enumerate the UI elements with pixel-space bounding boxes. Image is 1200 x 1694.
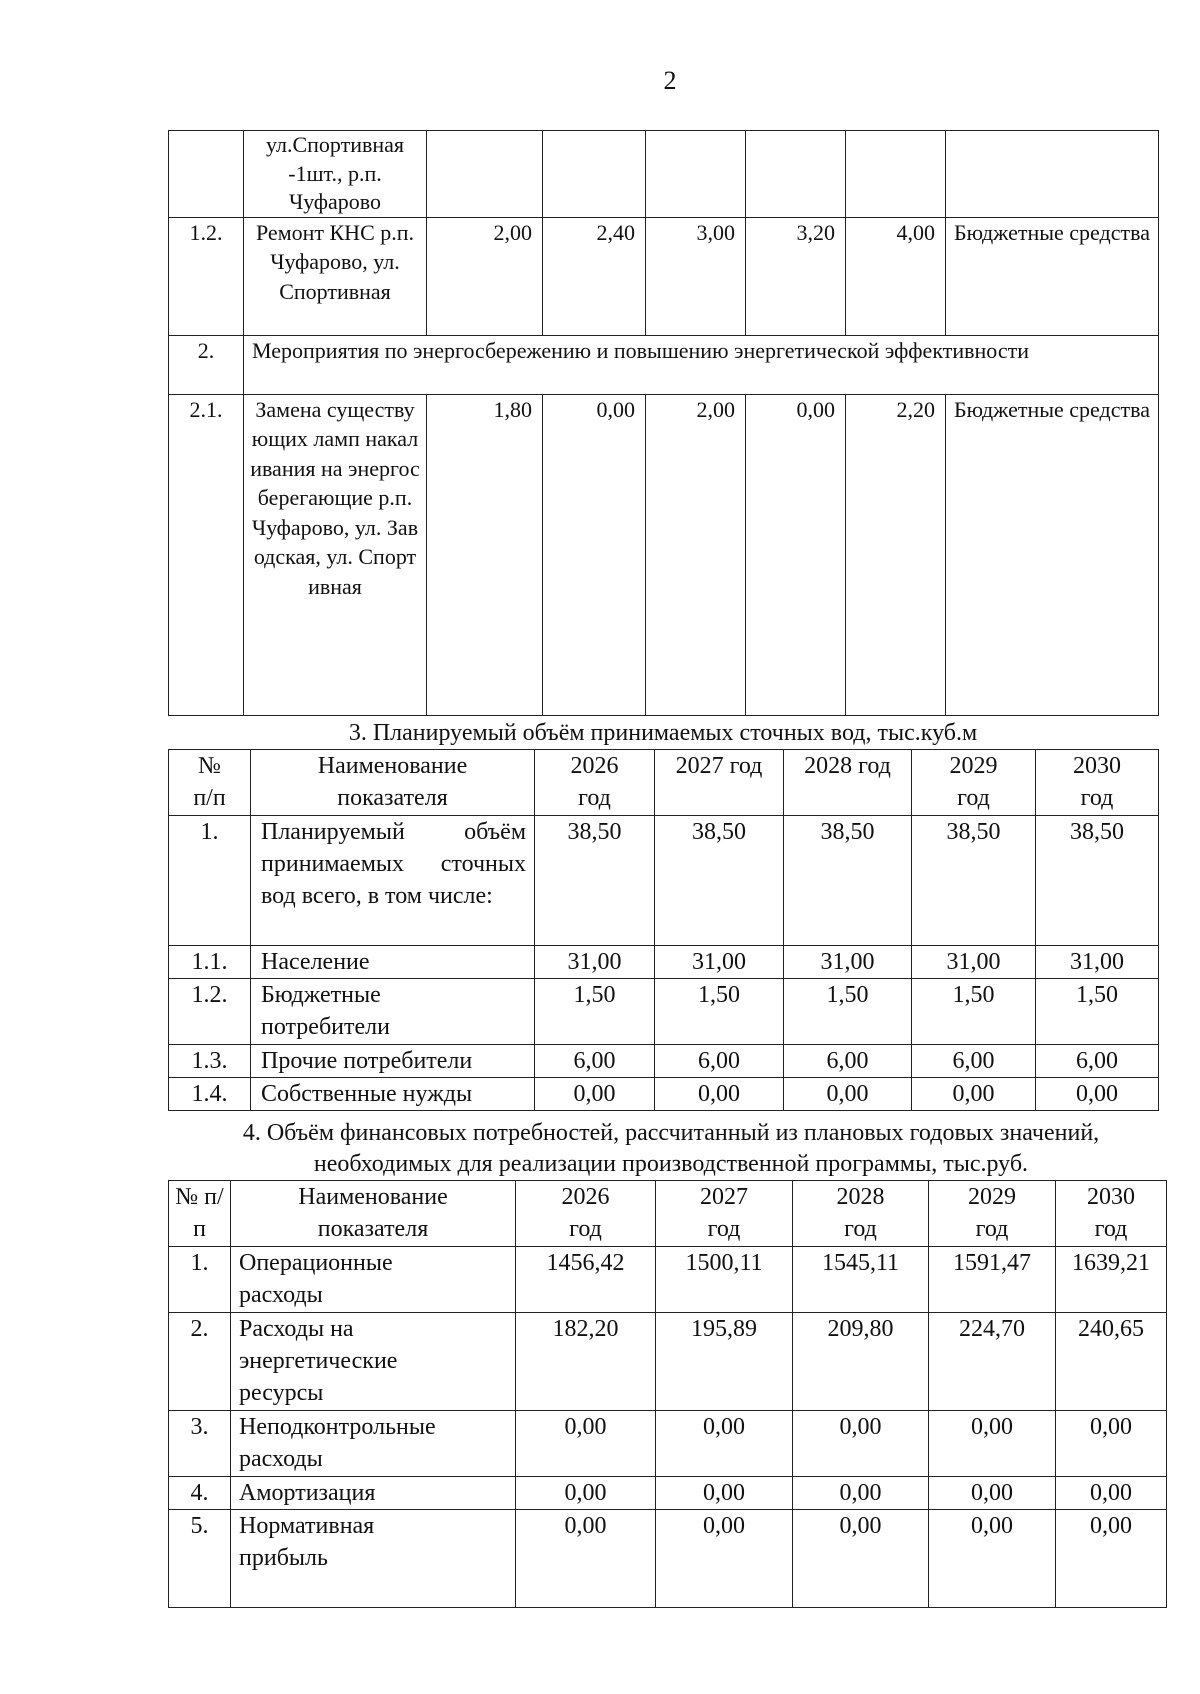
value-cell: 0,00 bbox=[516, 1411, 656, 1477]
value-cell: 4,00 bbox=[846, 217, 946, 335]
financial-needs-table bbox=[168, 1180, 1167, 1608]
value-cell: 1500,11 bbox=[656, 1247, 793, 1313]
value-cell: 1591,47 bbox=[929, 1247, 1056, 1313]
table-row bbox=[169, 394, 1159, 715]
value-cell: 38,50 bbox=[655, 816, 784, 946]
value-cell: 1,50 bbox=[1036, 979, 1159, 1045]
value-cell: 1,50 bbox=[535, 979, 655, 1045]
value-cell: 6,00 bbox=[1036, 1045, 1159, 1078]
table-row bbox=[169, 217, 1159, 335]
funding-source: Бюджетные средства bbox=[946, 394, 1159, 715]
value-cell: 0,00 bbox=[793, 1510, 929, 1608]
header-year: 2030 год bbox=[1056, 1181, 1167, 1247]
value-cell: 0,00 bbox=[1036, 1078, 1159, 1111]
value-cell: 6,00 bbox=[655, 1045, 784, 1078]
value-cell: 0,00 bbox=[516, 1477, 656, 1510]
value-cell: 1545,11 bbox=[793, 1247, 929, 1313]
value-cell: 2,20 bbox=[846, 394, 946, 715]
value-cell: 0,00 bbox=[656, 1510, 793, 1608]
header-year: 2026 год bbox=[535, 750, 655, 816]
row-number: 1. bbox=[169, 816, 251, 946]
value-cell: 2,00 bbox=[646, 394, 746, 715]
value-cell: 2,00 bbox=[427, 217, 543, 335]
value-cell: 1,50 bbox=[784, 979, 912, 1045]
table-row bbox=[169, 1313, 1167, 1411]
row-number: 5. bbox=[169, 1510, 231, 1608]
value-cell: 0,00 bbox=[784, 1078, 912, 1111]
value-cell: 182,20 bbox=[516, 1313, 656, 1411]
table-header-row bbox=[169, 750, 1159, 816]
value-cell: 0,00 bbox=[655, 1078, 784, 1111]
value-cell: 0,00 bbox=[929, 1477, 1056, 1510]
header-num: № п/п bbox=[169, 750, 251, 816]
header-name: Наименование показателя bbox=[251, 750, 535, 816]
value-cell: 0,00 bbox=[1056, 1411, 1167, 1477]
table-row bbox=[169, 335, 1159, 394]
value-cell: 1,50 bbox=[912, 979, 1036, 1045]
row-number: 1. bbox=[169, 1247, 231, 1313]
header-year: 2026 год bbox=[516, 1181, 656, 1247]
value-cell: 0,00 bbox=[929, 1510, 1056, 1608]
value-cell: 38,50 bbox=[1036, 816, 1159, 946]
value-cell: 224,70 bbox=[929, 1313, 1056, 1411]
value-cell: 0,00 bbox=[1056, 1477, 1167, 1510]
value-cell: 0,00 bbox=[535, 1078, 655, 1111]
row-label: Неподконтрольные расходы bbox=[231, 1411, 516, 1477]
header-year: 2027 год bbox=[656, 1181, 793, 1247]
header-year: 2029 год bbox=[929, 1181, 1056, 1247]
row-label: Нормативная прибыль bbox=[231, 1510, 516, 1608]
table-row bbox=[169, 979, 1159, 1045]
page-number: 2 bbox=[663, 66, 677, 95]
table-row bbox=[169, 1411, 1167, 1477]
value-cell: 31,00 bbox=[912, 946, 1036, 979]
value-cell: 31,00 bbox=[1036, 946, 1159, 979]
value-cell: 31,00 bbox=[784, 946, 912, 979]
value-cell: 31,00 bbox=[535, 946, 655, 979]
row-number: 3. bbox=[169, 1411, 231, 1477]
value-cell: 1,80 bbox=[427, 394, 543, 715]
table-row bbox=[169, 131, 1159, 218]
item-description: ул.Спортивная -1шт., р.п. Чуфарово bbox=[244, 131, 427, 218]
row-label: Население bbox=[251, 946, 535, 979]
value-cell: 0,00 bbox=[793, 1411, 929, 1477]
value-cell: 0,00 bbox=[656, 1477, 793, 1510]
value-cell: 195,89 bbox=[656, 1313, 793, 1411]
row-number: 4. bbox=[169, 1477, 231, 1510]
value-cell: 1,50 bbox=[655, 979, 784, 1045]
row-number: 1.2. bbox=[169, 979, 251, 1045]
table-row bbox=[169, 816, 1159, 946]
table-row bbox=[169, 1510, 1167, 1608]
value-cell: 0,00 bbox=[516, 1510, 656, 1608]
table-row bbox=[169, 1247, 1167, 1313]
value-cell: 3,00 bbox=[646, 217, 746, 335]
value-cell: 1639,21 bbox=[1056, 1247, 1167, 1313]
value-cell: 6,00 bbox=[912, 1045, 1036, 1078]
row-label: Бюджетные потребители bbox=[251, 979, 535, 1045]
header-name: Наименование показателя bbox=[231, 1181, 516, 1247]
table-row bbox=[169, 1078, 1159, 1111]
value-cell: 38,50 bbox=[784, 816, 912, 946]
row-label: Прочие потребители bbox=[251, 1045, 535, 1078]
value-cell: 3,20 bbox=[746, 217, 846, 335]
row-number: 1.1. bbox=[169, 946, 251, 979]
value-cell: 0,00 bbox=[543, 394, 646, 715]
section-heading: Мероприятия по энергосбережению и повышению энергетической эффективности bbox=[244, 335, 1159, 394]
funding-source: Бюджетные средства bbox=[946, 217, 1159, 335]
value-cell: 240,65 bbox=[1056, 1313, 1167, 1411]
table-row bbox=[169, 1045, 1159, 1078]
value-cell: 0,00 bbox=[656, 1411, 793, 1477]
value-cell: 0,00 bbox=[1056, 1510, 1167, 1608]
header-year: 2030 год bbox=[1036, 750, 1159, 816]
section-3-title: 3. Планируемый объём принимаемых сточных вод, тыс.куб.м bbox=[348, 720, 978, 746]
row-number: 1.4. bbox=[169, 1078, 251, 1111]
header-year: 2029 год bbox=[912, 750, 1036, 816]
row-number: 2.1. bbox=[169, 394, 244, 715]
value-cell: 31,00 bbox=[655, 946, 784, 979]
value-cell: 1456,42 bbox=[516, 1247, 656, 1313]
value-cell: 0,00 bbox=[793, 1477, 929, 1510]
table-row bbox=[169, 1477, 1167, 1510]
row-number: 2. bbox=[169, 1313, 231, 1411]
wastewater-volume-table bbox=[168, 749, 1159, 1111]
value-cell: 0,00 bbox=[746, 394, 846, 715]
row-number: 1.2. bbox=[169, 217, 244, 335]
value-cell: 0,00 bbox=[929, 1411, 1056, 1477]
item-description: Замена существующих ламп накаливания на энергосберегающие р.п. Чуфарово, ул. Заводская, ул. Спортивная bbox=[244, 394, 427, 715]
row-label: Собственные нужды bbox=[251, 1078, 535, 1111]
row-label: Расходы на энергетические ресурсы bbox=[231, 1313, 516, 1411]
header-year: 2028 год bbox=[793, 1181, 929, 1247]
table-row bbox=[169, 946, 1159, 979]
value-cell: 0,00 bbox=[912, 1078, 1036, 1111]
value-cell: 38,50 bbox=[535, 816, 655, 946]
section-4-title: 4. Объём финансовых потребностей, рассчитанный из плановых годовых значений, необходимых для реализации производственной программы, тыс.руб. bbox=[242, 1120, 1100, 1177]
value-cell: 6,00 bbox=[535, 1045, 655, 1078]
value-cell: 6,00 bbox=[784, 1045, 912, 1078]
value-cell: 209,80 bbox=[793, 1313, 929, 1411]
row-number: 1.3. bbox=[169, 1045, 251, 1078]
measures-table bbox=[168, 130, 1159, 716]
row-label: Амортизация bbox=[231, 1477, 516, 1510]
value-cell: 38,50 bbox=[912, 816, 1036, 946]
row-number: 2. bbox=[169, 335, 244, 394]
header-year: 2028 год bbox=[784, 750, 912, 816]
row-label: Операционные расходы bbox=[231, 1247, 516, 1313]
header-num: № п/п bbox=[169, 1181, 231, 1247]
value-cell: 2,40 bbox=[543, 217, 646, 335]
row-label: Планируемый объём принимаемых сточных вод всего, в том числе: bbox=[251, 816, 535, 946]
table-header-row bbox=[169, 1181, 1167, 1247]
item-description: Ремонт КНС р.п. Чуфарово, ул. Спортивная bbox=[244, 217, 427, 335]
header-year: 2027 год bbox=[655, 750, 784, 816]
